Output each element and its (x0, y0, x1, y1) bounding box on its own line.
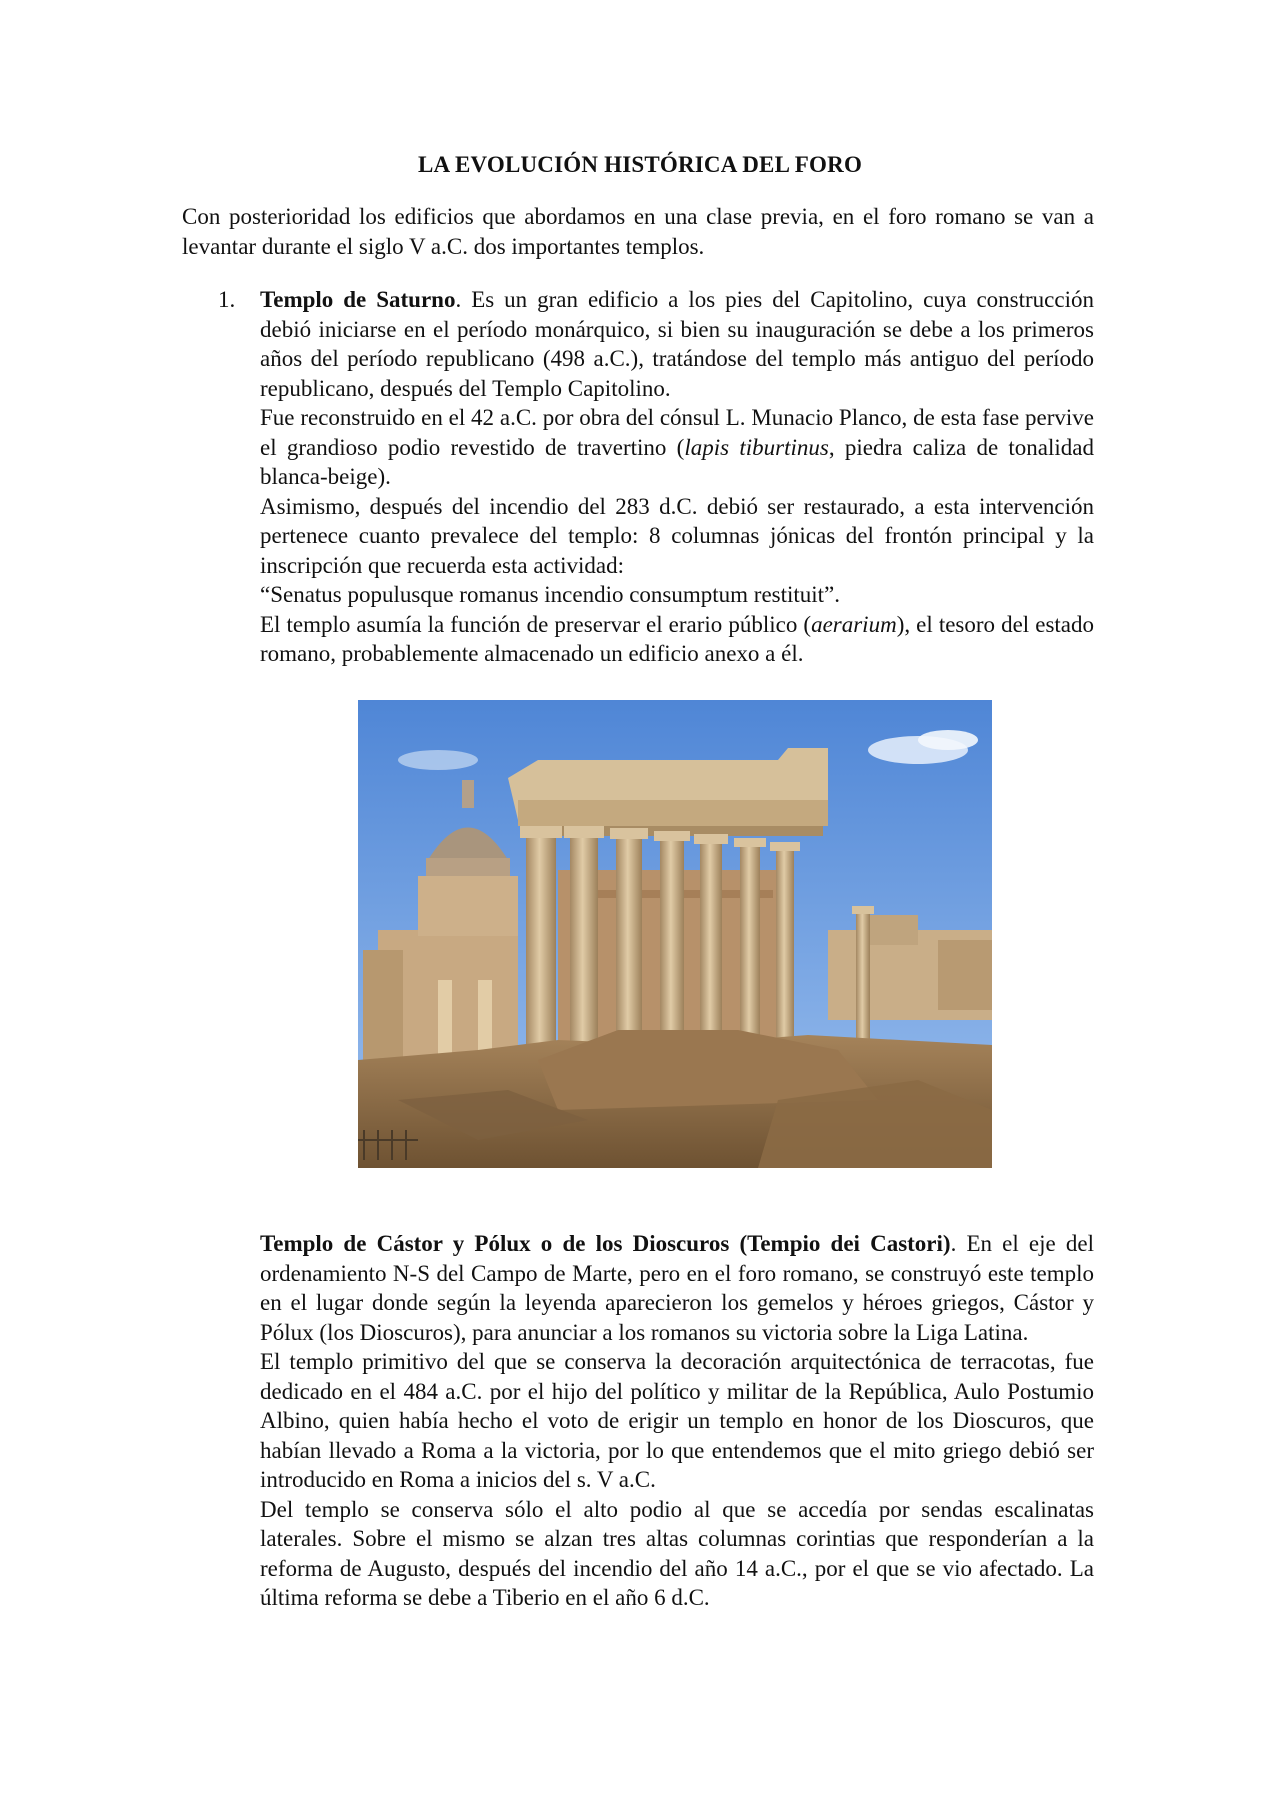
section1-p2-italic: lapis tiburtinus (684, 434, 829, 460)
section1-paragraph-5 (260, 610, 1094, 669)
section1-heading: Templo de Saturno (260, 287, 456, 312)
section2-heading: Templo de Cástor y Pólux o de los Dioscuros (Tempio dei Castori) (260, 1231, 951, 1256)
section1-p5-italic: aerarium (811, 611, 897, 637)
section2-paragraph-1 (260, 1229, 1094, 1347)
section1-paragraph-1 (260, 285, 1094, 403)
temple-photo-illustration (358, 700, 992, 1168)
section1-p2-text-b: , piedra caliza de tonalidad blanca-beige). (260, 434, 1095, 489)
temple-of-saturn-photo (358, 700, 992, 1168)
section-temple-saturn (218, 285, 1095, 669)
list-number: 1. (218, 287, 236, 312)
intro-paragraph: Con posterioridad los edificios que abordamos en una clase previa, en el foro romano se van a levantar durante el siglo V a.C. dos importantes templos. (182, 204, 1094, 259)
section2-paragraph-2: El templo primitivo del que se conserva la decoración arquitectónica de terracotas, fue dedicado en el 484 a.C. por el hijo del político y militar de la República, Aulo Postumio Albino, quien había hecho el voto de erigir un templo en honor de los Dioscuros, que habían llevado a Roma a la victoria, por lo que entendemos que el mito griego debió ser introducido en Roma a inicios del s. V a.C. (260, 1349, 1094, 1492)
section1-p5-text-a: El templo asumía la función de preservar el erario público ( (260, 611, 812, 637)
section2-p1-text: . En el eje del ordenamiento N-S del Campo de Marte, pero en el foro romano, se construyó este templo en el lugar donde según la leyenda aparecieron los gemelos y héroes griegos, Cástor y Pólux (los Dioscuros), para anunciar a los romanos su victoria sobre la Liga Latina. (260, 1231, 1094, 1345)
section1-p5-text-b: ), el tesoro del estado romano, probablemente almacenado un edificio anexo a él. (260, 611, 1094, 666)
section1-paragraph-3: Asimismo, después del incendio del 283 d.C. debió ser restaurado, a esta intervención pertenece cuanto prevalece del templo: 8 columnas jónicas del frontón principal y la inscripción que recuerda esta actividad: (260, 493, 1094, 578)
section1-p1-text: . Es un gran edificio a los pies del Capitolino, cuya construcción debió iniciarse en el período monárquico, si bien su inauguración se debe a los primeros años del período republicano (498 a.C.), tratándose del templo más antiguo del período republicano, después del Templo Capitolino. (260, 287, 1094, 401)
section1-p2-text-a: Fue reconstruido en el 42 a.C. por obra del cónsul L. Munacio Planco, de esta fase pervive el grandioso podio revestido de travertino ( (260, 405, 1094, 460)
section1-paragraph-2 (260, 403, 1094, 492)
section2-paragraph-3: Del templo se conserva sólo el alto podio al que se accedía por sendas escalinatas laterales. Sobre el mismo se alzan tres altas columnas corintias que responderían a la reforma de Augusto, después del incendio del año 14 a.C., por el que se vio afectado. La última reforma se debe a Tiberio en el año 6 d.C. (260, 1496, 1094, 1610)
section1-inscription: “Senatus populusque romanus incendio consumptum restituit”. (260, 582, 841, 607)
page-title: LA EVOLUCIÓN HISTÓRICA DEL FORO (417, 152, 863, 177)
section-temple-castor-pollux (260, 1229, 1094, 1613)
